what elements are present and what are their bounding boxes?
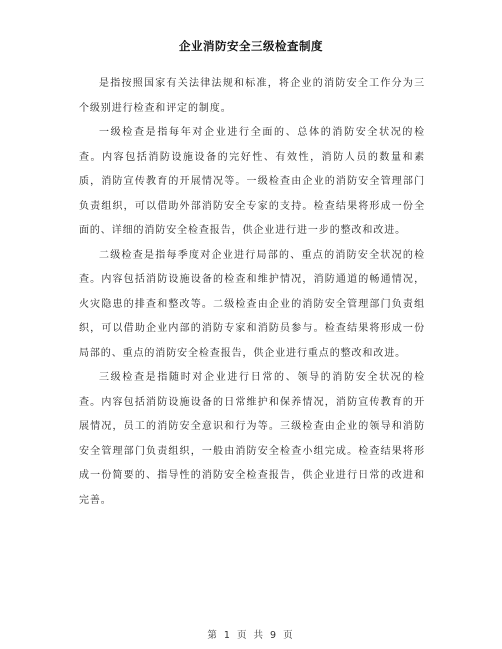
page-number-footer: 第 1 页 共 9 页: [207, 630, 295, 641]
paragraph-level-two: 二级检查是指每季度对企业进行局部的、重点的消防安全状况的检查。内容包括消防设施设备的检查和维护情况，消防通道的畅通情况，火灾隐患的排查和整改等。二级检查由企业的消防安全管理部门负责组织，可以借助企业内部的消防专家和消防员参与。检查结果将形成一份局部的、重点的消防安全检查报告，供企业进行重点的整改和改进。: [79, 249, 425, 359]
paragraph-level-three: 三级检查是指随时对企业进行日常的、领导的消防安全状况的检查。内容包括消防设施设备的日常维护和保养情况，消防宣传教育的开展情况，员工的消防安全意识和行为等。三级检查由企业的领导和消防安全管理部门负责组织，一般由消防安全检查小组完成。检查结果将形成一份简要的、指导性的消防安全检查报告，供企业进行日常的改进和完善。: [79, 372, 425, 506]
paragraph-intro: 是指按照国家有关法律法规和标准，将企业的消防安全工作分为三个级别进行检查和评定的制度。: [79, 78, 425, 114]
document-body: [79, 72, 425, 513]
paragraph-level-one: 一级检查是指每年对企业进行全面的、总体的消防安全状况的检查。内容包括消防设施设备的完好性、有效性，消防人员的数量和素质，消防宣传教育的开展情况等。一级检查由企业的消防安全管理部门负责组织，可以借助外部消防安全专家的支持。检查结果将形成一份全面的、详细的消防安全检查报告，供企业进行进一步的整改和改进。: [79, 127, 425, 236]
document-title: 企业消防安全三级检查制度: [179, 39, 323, 53]
